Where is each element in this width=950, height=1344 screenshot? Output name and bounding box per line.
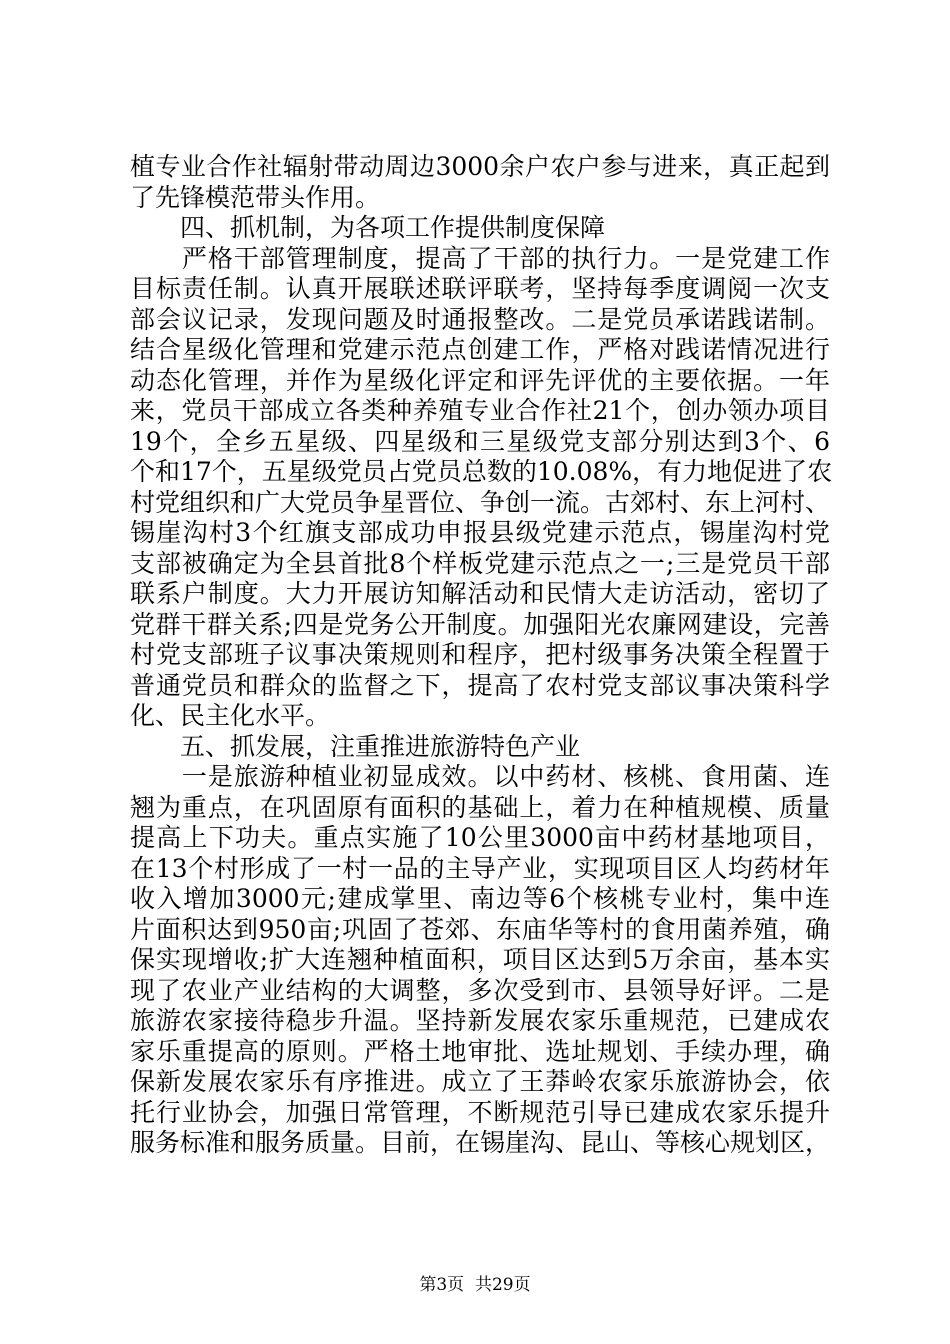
text-line: 村党组织和广大党员争星晋位、争创一流。古郊村、东上河村、: [130, 487, 831, 517]
text-line: 在13个村形成了一村一品的主导产业，实现项目区人均药材年: [130, 853, 830, 883]
text-line: 动态化管理，并作为星级化评定和评先评优的主要依据。一年: [130, 365, 830, 395]
text-line: 保实现增收;扩大连翘种植面积，项目区达到5万余亩，基本实: [130, 945, 830, 974]
text-line: 旅游农家接待稳步升温。坚持新发展农家乐重规范，已建成农: [130, 1006, 830, 1035]
text-line: 化、民主化水平。: [130, 701, 331, 730]
text-line: 翘为重点，在巩固原有面积的基础上，着力在种植规模、质量: [130, 792, 830, 822]
text-line: 服务标准和服务质量。目前，在锡崖沟、昆山、等核心规划区，: [130, 1128, 831, 1157]
text-line: 部会议记录，发现问题及时通报整改。二是党员承诺践诺制。: [130, 304, 830, 334]
text-line: 来，党员干部成立各类种养殖专业合作社21个，创办领办项目: [130, 396, 830, 425]
text-line: 现了农业产业结构的大调整，多次受到市、县领导好评。二是: [130, 975, 830, 1005]
text-line: 19个，全乡五星级、四星级和三星级党支部分别达到3个、6: [130, 426, 830, 456]
text-line: 结合星级化管理和党建示范点创建工作，严格对践诺情况进行: [130, 335, 830, 364]
text-line: 严格干部管理制度，提高了干部的执行力。一是党建工作: [130, 243, 830, 273]
text-line: 托行业协会，加强日常管理，不断规范引导已建成农家乐提升: [130, 1097, 830, 1127]
text-line: 目标责任制。认真开展联述联评联考，坚持每季度调阅一次支: [130, 274, 830, 303]
text-line: 收入增加3000元;建成掌里、南边等6个核桃专业村，集中连: [130, 884, 830, 913]
page-footer: [0, 1270, 950, 1295]
document-body: [130, 152, 833, 1159]
page-number-label: 第3页 共29页: [419, 1275, 531, 1295]
text-line: 四、抓机制，为各项工作提供制度保障: [130, 213, 606, 242]
text-line: 个和17个，五星级党员占党员总数的10.08%，有力地促进了农: [130, 457, 833, 486]
text-line: 村党支部班子议事决策规则和程序，把村级事务决策全程置于: [130, 640, 830, 669]
text-line: 锡崖沟村3个红旗支部成功申报县级党建示范点，锡崖沟村党: [130, 518, 830, 547]
text-line: 片面积达到950亩;巩固了苍郊、东庙华等村的食用菌养殖，确: [130, 914, 830, 944]
text-line: 保新发展农家乐有序推进。成立了王莽岭农家乐旅游协会，依: [130, 1067, 830, 1096]
text-line: 联系户制度。大力开展访知解活动和民情大走访活动，密切了: [130, 579, 830, 608]
text-line: 植专业合作社辐射带动周边3000余户农户参与进来，真正起到: [130, 152, 830, 181]
text-line: 了先锋模范带头作用。: [130, 182, 381, 212]
text-line: 普通党员和群众的监督之下，提高了农村党支部议事决策科学: [130, 670, 830, 700]
text-line: 一是旅游种植业初显成效。以中药材、核桃、食用菌、连: [130, 762, 830, 791]
text-line: 五、抓发展，注重推进旅游特色产业: [130, 731, 581, 761]
text-line: 提高上下功夫。重点实施了10公里3000亩中药材基地项目，: [130, 823, 830, 852]
text-line: 支部被确定为全县首批8个样板党建示范点之一;三是党员干部: [130, 548, 830, 578]
text-line: 党群干群关系;四是党务公开制度。加强阳光农廉网建设，完善: [130, 609, 830, 639]
text-line: 家乐重提高的原则。严格土地审批、选址规划、手续办理，确: [130, 1036, 830, 1066]
